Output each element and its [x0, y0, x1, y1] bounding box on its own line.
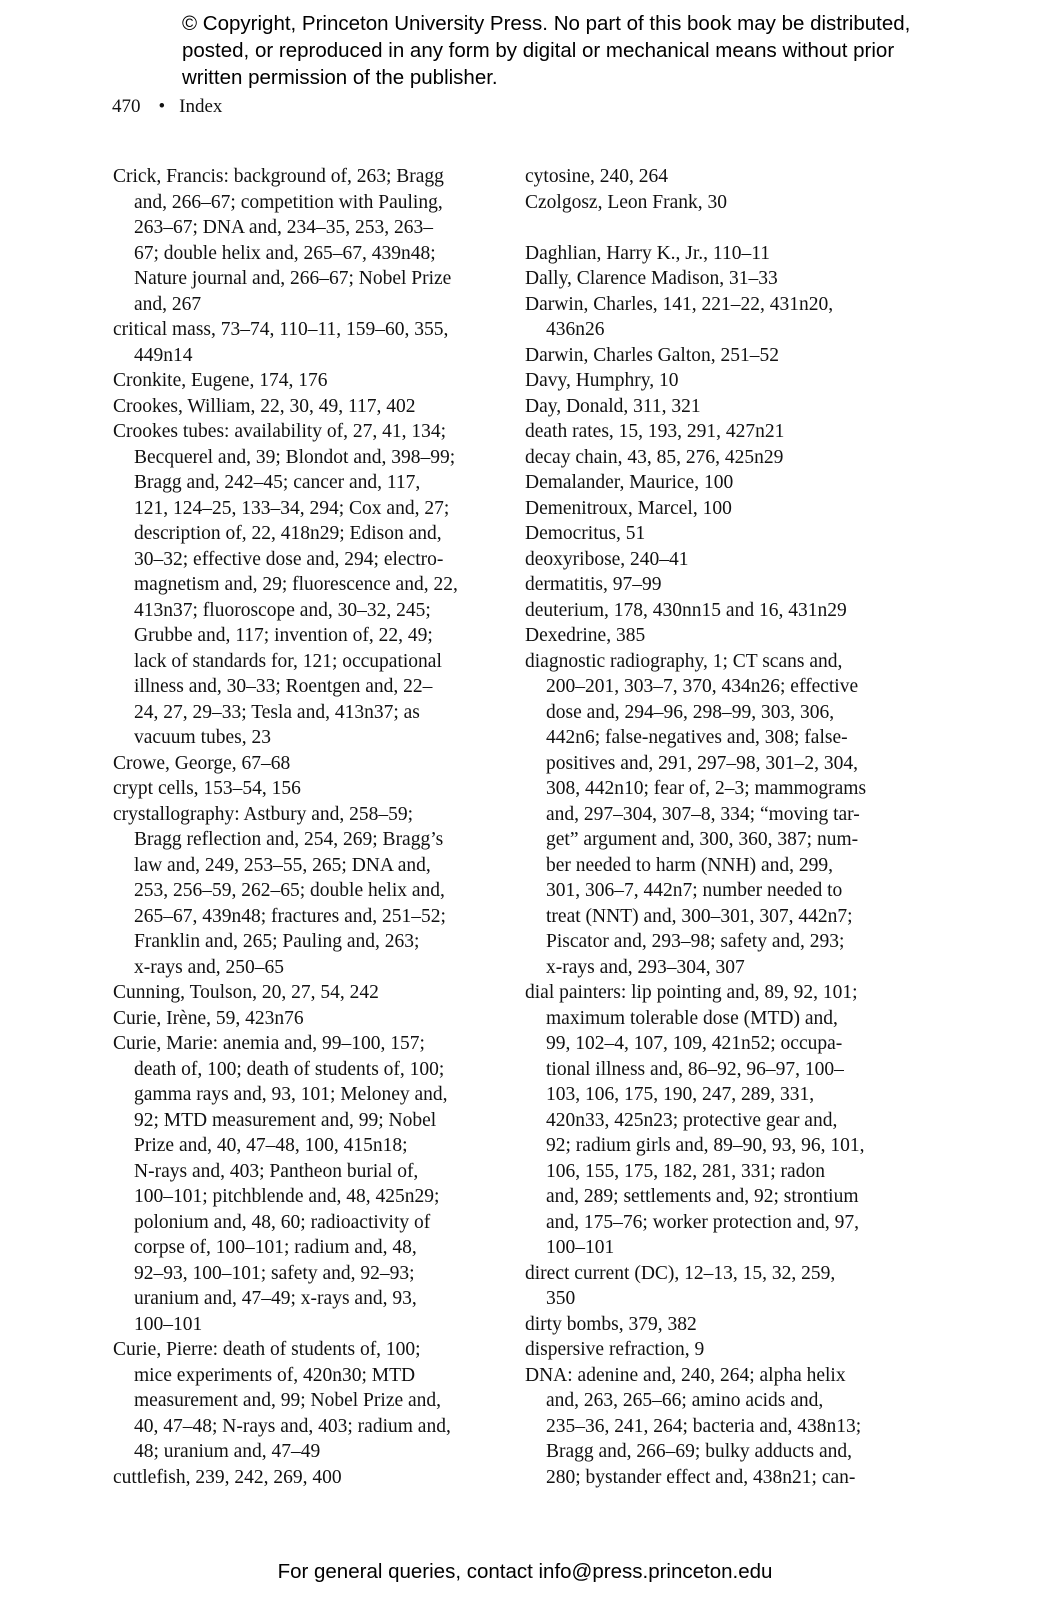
index-entry-continuation: Prize and, 40, 47–48, 100, 415n18;: [134, 1135, 408, 1156]
index-entry: Demenitroux, Marcel, 100: [525, 497, 732, 519]
index-entry-continuation: lack of standards for, 121; occupational: [134, 650, 442, 672]
index-entry-continuation: law and, 249, 253–55, 265; DNA and,: [134, 854, 431, 876]
index-entry-continuation: 263–67; DNA and, 234–35, 253, 263–: [134, 217, 433, 238]
index-entry: Darwin, Charles, 141, 221–22, 431n20,: [525, 293, 834, 315]
index-entry-continuation: vacuum tubes, 23: [134, 727, 272, 748]
index-entry: Curie, Marie: anemia and, 99–100, 157;: [113, 1033, 425, 1054]
index-entry-continuation: Bragg reflection and, 254, 269; Bragg’s: [134, 829, 444, 850]
index-entry-continuation: Nature journal and, 266–67; Nobel Prize: [134, 268, 452, 289]
index-entry-continuation: 100–101: [546, 1237, 615, 1258]
index-entry: deuterium, 178, 430nn15 and 16, 431n29: [525, 599, 847, 621]
running-head: [112, 96, 222, 118]
index-entry-continuation: and, 175–76; worker protection and, 97,: [546, 1211, 860, 1233]
index-entry: Democritus, 51: [525, 523, 646, 544]
index-entry-continuation: 100–101; pitchblende and, 48, 425n29;: [134, 1186, 440, 1207]
index-entry-continuation: treat (NNT) and, 300–301, 307, 442n7;: [546, 905, 853, 927]
footer-contact: For general queries, contact info@press.princeton.edu: [277, 1560, 773, 1583]
index-entry-continuation: x-rays and, 293–304, 307: [546, 956, 745, 978]
section-title: Index: [179, 96, 223, 117]
index-entry-continuation: ber needed to harm (NNH) and, 299,: [546, 854, 833, 876]
index-entry-continuation: 442n6; false-negatives and, 308; false-: [546, 727, 848, 748]
letter-gap: [525, 215, 915, 241]
index-entry-continuation: 280; bystander effect and, 438n21; can-: [546, 1466, 856, 1488]
index-entry: Cunning, Toulson, 20, 27, 54, 242: [113, 982, 379, 1003]
index-entry-continuation: 92–93, 100–101; safety and, 92–93;: [134, 1262, 415, 1284]
index-entry-continuation: 48; uranium and, 47–49: [134, 1441, 321, 1462]
index-entry-continuation: illness and, 30–33; Roentgen and, 22–: [134, 676, 433, 697]
index-entry-continuation: Piscator and, 293–98; safety and, 293;: [546, 931, 845, 952]
index-entry-continuation: 350: [546, 1288, 576, 1309]
index-entry: Crowe, George, 67–68: [113, 752, 291, 774]
index-entry-continuation: 253, 256–59, 262–65; double helix and,: [134, 880, 445, 901]
index-entry-continuation: and, 266–67; competition with Pauling,: [134, 191, 443, 213]
index-entry-continuation: 200–201, 303–7, 370, 434n26; effective: [546, 676, 859, 697]
index-entry-continuation: 40, 47–48; N-rays and, 403; radium and,: [134, 1415, 451, 1437]
index-entry-continuation: gamma rays and, 93, 101; Meloney and,: [134, 1084, 448, 1105]
index-entry-continuation: magnetism and, 29; fluorescence and, 22,: [134, 574, 458, 595]
index-entry: Davy, Humphry, 10: [525, 370, 679, 391]
index-entry-continuation: Bragg and, 266–69; bulky adducts and,: [546, 1441, 852, 1462]
index-entry-continuation: 30–32; effective dose and, 294; electro-: [134, 548, 444, 570]
index-entry-continuation: measurement and, 99; Nobel Prize and,: [134, 1390, 442, 1411]
copyright-notice: © Copyright, Princeton University Press. No part of this book may be distributed, posted, or reproduced in any form by digital or mechanical means without prior written permission of the publisher.: [182, 12, 911, 89]
index-entry-continuation: 413n37; fluoroscope and, 30–32, 245;: [134, 599, 431, 621]
index-entry: Crookes, William, 22, 30, 49, 117, 402: [113, 395, 416, 417]
index-entry: crystallography: Astbury and, 258–59;: [113, 803, 414, 825]
index-entry-continuation: get” argument and, 300, 360, 387; num-: [546, 829, 859, 850]
index-entry-continuation: tional illness and, 86–92, 96–97, 100–: [546, 1058, 844, 1080]
index-entry: death rates, 15, 193, 291, 427n21: [525, 421, 785, 442]
index-entry: Darwin, Charles Galton, 251–52: [525, 344, 779, 366]
index-entry-continuation: and, 289; settlements and, 92; strontium: [546, 1186, 859, 1207]
index-entry: DNA: adenine and, 240, 264; alpha helix: [525, 1364, 846, 1386]
index-entry-continuation: 67; double helix and, 265–67, 439n48;: [134, 242, 436, 264]
index-entry: Crookes tubes: availability of, 27, 41, 134;: [113, 421, 447, 442]
index-entry-continuation: Grubbe and, 117; invention of, 22, 49;: [134, 625, 433, 646]
index-entry: dispersive refraction, 9: [525, 1339, 705, 1360]
index-entry: dermatitis, 97–99: [525, 574, 662, 595]
index-entry: critical mass, 73–74, 110–11, 159–60, 355,: [113, 319, 449, 340]
index-entry-continuation: 449n14: [134, 344, 193, 366]
index-entry: Daghlian, Harry K., Jr., 110–11: [525, 242, 770, 264]
index-entry: Curie, Irène, 59, 423n76: [113, 1007, 304, 1029]
index-entry-continuation: and, 297–304, 307–8, 334; “moving tar-: [546, 803, 860, 825]
index-entry: Dexedrine, 385: [525, 625, 646, 646]
index-column-left: [113, 164, 503, 1490]
index-entry-continuation: 301, 306–7, 442n7; number needed to: [546, 880, 843, 901]
index-entry: dirty bombs, 379, 382: [525, 1313, 697, 1335]
index-entry-continuation: 92; radium girls and, 89–90, 93, 96, 101,: [546, 1135, 865, 1156]
index-entry: deoxyribose, 240–41: [525, 548, 689, 570]
index-entry: direct current (DC), 12–13, 15, 32, 259,: [525, 1262, 836, 1284]
index-entry-continuation: 99, 102–4, 107, 109, 421n52; occupa-: [546, 1033, 843, 1054]
index-entry: decay chain, 43, 85, 276, 425n29: [525, 446, 784, 468]
index-entry-continuation: N-rays and, 403; Pantheon burial of,: [134, 1160, 419, 1182]
index-entry-continuation: 100–101: [134, 1313, 203, 1335]
index-entry-continuation: maximum tolerable dose (MTD) and,: [546, 1007, 838, 1029]
index-column-right: [525, 164, 915, 1490]
index-entry: Dally, Clarence Madison, 31–33: [525, 268, 778, 289]
index-entry-continuation: positives and, 291, 297–98, 301–2, 304,: [546, 752, 858, 774]
index-entry-continuation: 106, 155, 175, 182, 281, 331; radon: [546, 1160, 825, 1182]
index-entry-continuation: death of, 100; death of students of, 100;: [134, 1058, 445, 1080]
index-entry-continuation: 103, 106, 175, 190, 247, 289, 331,: [546, 1084, 815, 1105]
page-number: 470: [112, 96, 141, 117]
index-entry-continuation: 265–67, 439n48; fractures and, 251–52;: [134, 905, 446, 927]
index-entry-continuation: and, 263, 265–66; amino acids and,: [546, 1390, 824, 1411]
index-entry-continuation: description of, 22, 418n29; Edison and,: [134, 523, 442, 544]
index-entry-continuation: polonium and, 48, 60; radioactivity of: [134, 1211, 431, 1233]
index-entry-continuation: 308, 442n10; fear of, 2–3; mammograms: [546, 778, 867, 799]
index-entry-continuation: 121, 124–25, 133–34, 294; Cox and, 27;: [134, 497, 450, 519]
index-entry: diagnostic radiography, 1; CT scans and,: [525, 650, 843, 672]
bullet-separator: •: [158, 96, 166, 117]
index-entry-continuation: 92; MTD measurement and, 99; Nobel: [134, 1109, 437, 1131]
index-entry-continuation: uranium and, 47–49; x-rays and, 93,: [134, 1288, 417, 1309]
index-entry-continuation: 436n26: [546, 319, 605, 340]
index-entry: Curie, Pierre: death of students of, 100;: [113, 1339, 421, 1360]
index-entry: Czolgosz, Leon Frank, 30: [525, 191, 728, 213]
index-entry-continuation: mice experiments of, 420n30; MTD: [134, 1364, 416, 1386]
index-entry: cuttlefish, 239, 242, 269, 400: [113, 1466, 342, 1488]
index-entry-continuation: Becquerel and, 39; Blondot and, 398–99;: [134, 446, 456, 468]
index-entry: Demalander, Maurice, 100: [525, 472, 734, 493]
index-entry-continuation: 235–36, 241, 264; bacteria and, 438n13;: [546, 1415, 862, 1437]
index-entry: dial painters: lip pointing and, 89, 92, 101;: [525, 982, 858, 1003]
index-entry: Day, Donald, 311, 321: [525, 395, 701, 417]
index-entry: Crick, Francis: background of, 263; Bragg: [113, 166, 444, 187]
index-entry: crypt cells, 153–54, 156: [113, 778, 301, 799]
index-entry-continuation: 420n33, 425n23; protective gear and,: [546, 1109, 838, 1131]
index-entry-continuation: Franklin and, 265; Pauling and, 263;: [134, 931, 420, 952]
index-entry: Cronkite, Eugene, 174, 176: [113, 370, 328, 391]
index-entry-continuation: and, 267: [134, 293, 202, 315]
index-entry-continuation: x-rays and, 250–65: [134, 956, 285, 978]
index-entry: cytosine, 240, 264: [525, 166, 668, 187]
index-entry-continuation: dose and, 294–96, 298–99, 303, 306,: [546, 701, 835, 723]
index-entry-continuation: Bragg and, 242–45; cancer and, 117,: [134, 472, 421, 493]
index-entry-continuation: corpse of, 100–101; radium and, 48,: [134, 1237, 417, 1258]
index-entry-continuation: 24, 27, 29–33; Tesla and, 413n37; as: [134, 701, 420, 723]
